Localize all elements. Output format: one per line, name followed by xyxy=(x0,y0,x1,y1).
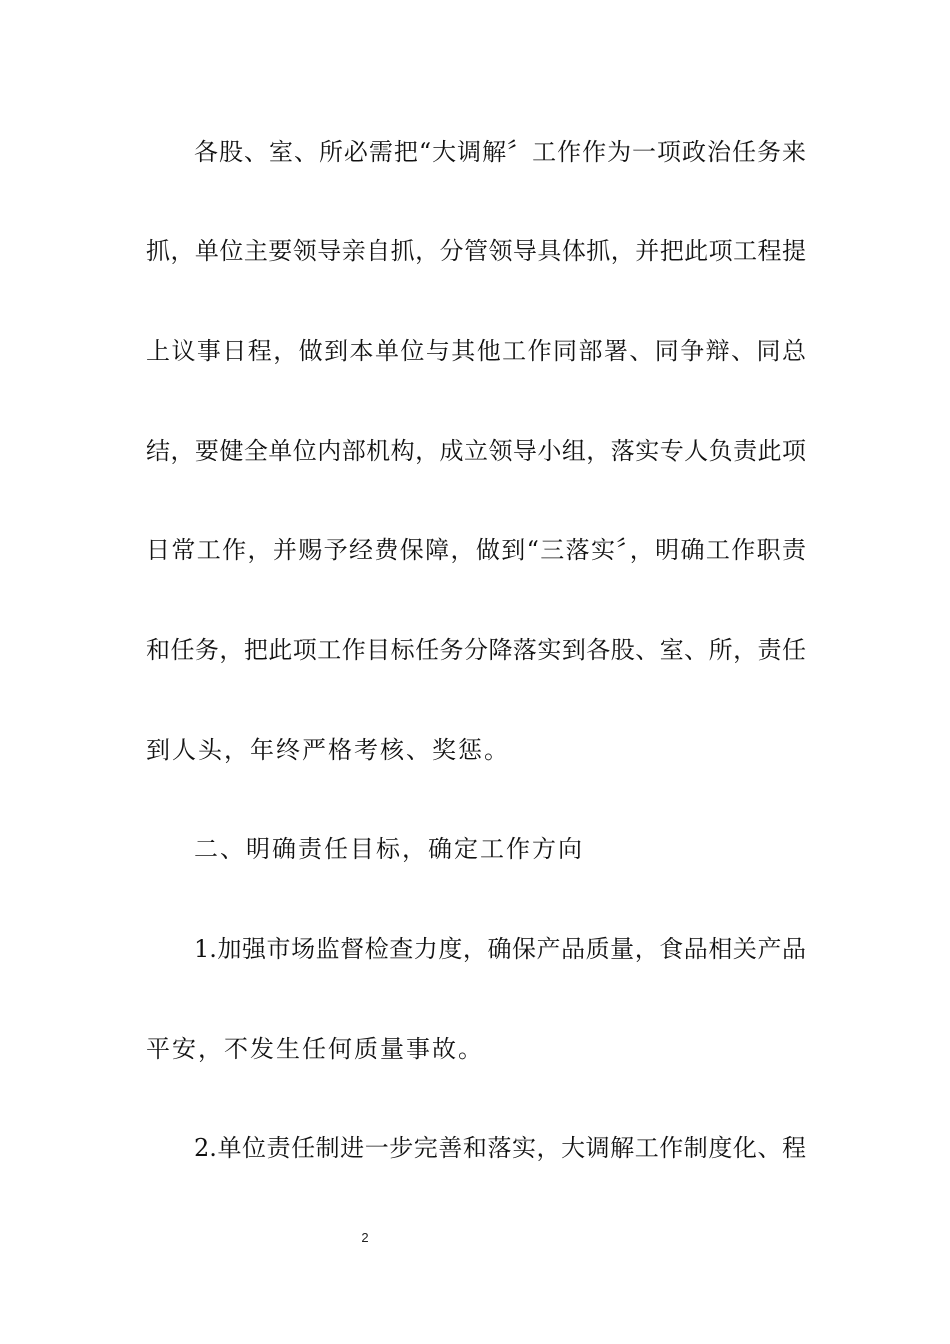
paragraph-line: 抓，单位主要领导亲自抓，分管领导具体抓，并把此项工程提 xyxy=(146,237,806,265)
list-item-line: 1.加强市场监督检查力度，确保产品质量，食品相关产品 xyxy=(194,935,806,963)
list-item-line: 2.单位责任制进一步完善和落实，大调解工作制度化、程 xyxy=(194,1134,806,1162)
paragraph-line: 各股、室、所必需把“大调解〞工作作为一项政治任务来 xyxy=(194,138,806,166)
page-number: 2 xyxy=(361,1230,369,1245)
list-item-line: 平安，不发生任何质量事故。 xyxy=(146,1035,484,1063)
paragraph-line: 结，要健全单位内部机构，成立领导小组，落实专人负责此项 xyxy=(146,437,806,465)
paragraph-line: 和任务，把此项工作目标任务分降落实到各股、室、所，责任 xyxy=(146,636,806,664)
paragraph-line: 到人头，年终严格考核、奖惩。 xyxy=(146,736,510,764)
paragraph-line: 日常工作，并赐予经费保障，做到“三落实〞，明确工作职责 xyxy=(146,536,806,564)
paragraph-line: 上议事日程，做到本单位与其他工作同部署、同争辩、同总 xyxy=(146,337,806,365)
section-heading: 二、明确责任目标，确定工作方向 xyxy=(194,835,584,863)
